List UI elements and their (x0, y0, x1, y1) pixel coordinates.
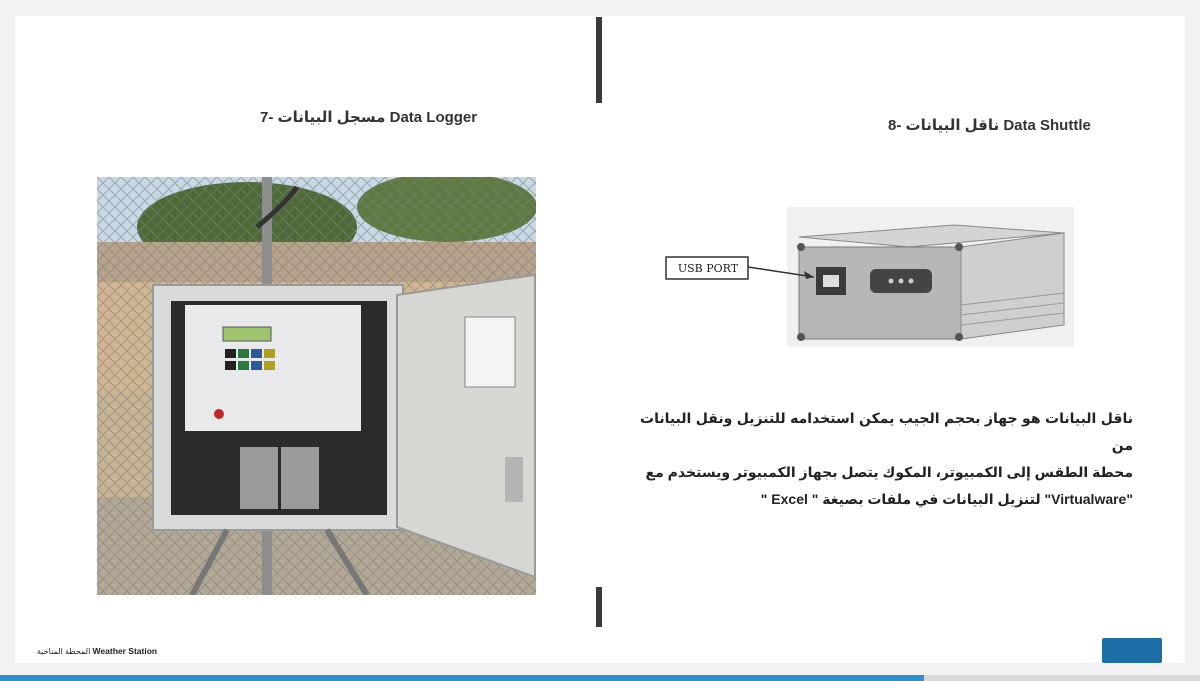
left-heading: 7- مسجل البيانات Data Logger (260, 109, 478, 126)
footer-brand-ar: المحطة المناخية (37, 647, 91, 656)
right-heading: 8- ناقل البيانات Data Shuttle (888, 117, 1091, 134)
slide-progress-fill (0, 675, 924, 681)
footer-brand (37, 646, 157, 656)
divider-bottom (596, 587, 602, 627)
paragraph-line: ناقل البيانات هو جهاز بحجم الجيب يمكن استخدامه للتنزيل ونقل البيانات من (640, 410, 1133, 453)
paragraph-line: "Virtualware" لتنزيل البيانات في ملفات بصيغة " Excel " (760, 491, 1133, 507)
university-logo (1102, 638, 1162, 663)
data-logger-photo (97, 177, 536, 595)
footer-brand-en: Weather Station (92, 646, 158, 656)
slide-progress-bar (0, 675, 1200, 681)
description-paragraph (640, 405, 1133, 513)
divider-top (596, 17, 602, 103)
data-shuttle-device (664, 207, 1074, 347)
paragraph-line: محطة الطقس إلى الكمبيوتر، المكوك يتصل بجهاز الكمبيوتر ويستخدم مع (645, 464, 1133, 480)
usb-port-label: USB PORT (677, 262, 739, 275)
